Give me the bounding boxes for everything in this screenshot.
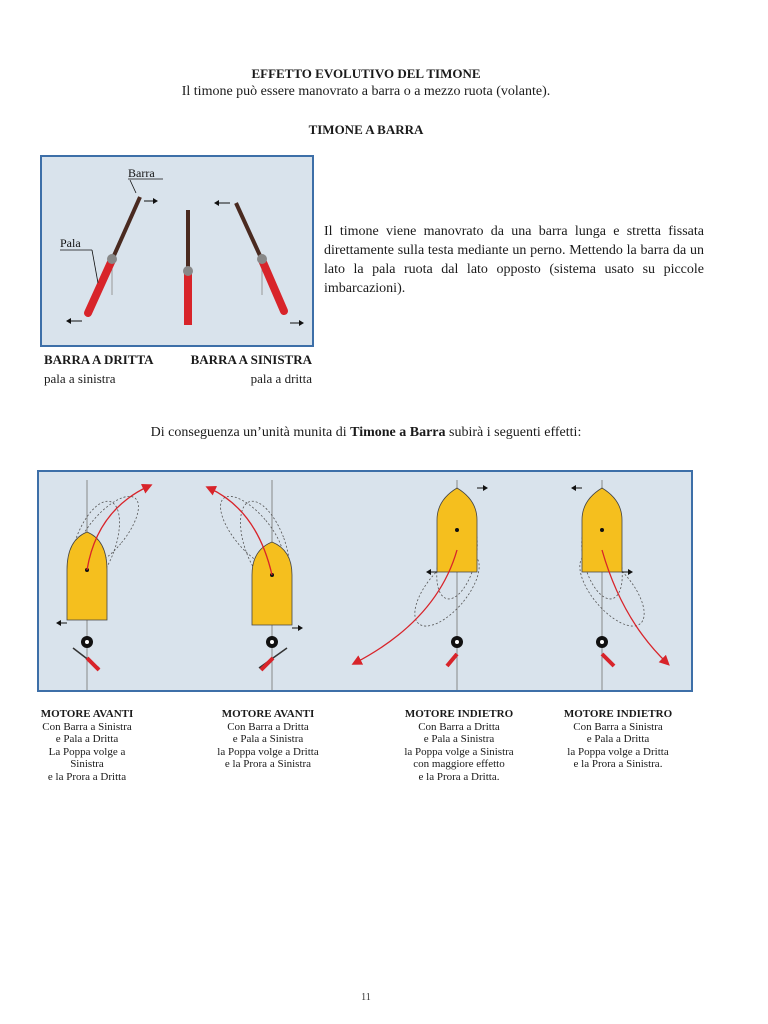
column-line: con maggiore effetto bbox=[413, 758, 505, 770]
column-line: e Pala a Dritta bbox=[55, 733, 119, 745]
effect-column-4 bbox=[543, 708, 693, 771]
column-line: Con Barra a Dritta bbox=[418, 720, 500, 733]
column-line: La Poppa volge a bbox=[48, 745, 126, 758]
column-line: e Pala a Sinistra bbox=[232, 733, 304, 745]
column-line: Sinistra bbox=[70, 758, 104, 770]
column-heading: MOTORE AVANTI bbox=[221, 708, 315, 720]
column-line: e la Prora a Dritta bbox=[47, 770, 127, 783]
caption-barra-a-dritta: BARRA A DRITTA bbox=[44, 352, 154, 367]
intro-text-bold: Timone a Barra bbox=[350, 425, 446, 440]
intro-text-before: Di conseguenza un’unità munita di bbox=[150, 425, 351, 440]
effects-diagram bbox=[37, 470, 693, 692]
effects-intro bbox=[0, 425, 732, 441]
column-line: Con Barra a Sinistra bbox=[42, 720, 132, 733]
tiller-diagram-background bbox=[41, 156, 313, 346]
label-pala: Pala bbox=[60, 236, 81, 250]
tiller-diagram bbox=[40, 155, 314, 347]
document-subtitle: Il timone può essere manovrato a barra o a mezzo ruota (volante). bbox=[181, 84, 551, 99]
column-line: e la Prora a Sinistra bbox=[224, 758, 312, 770]
column-heading: MOTORE INDIETRO bbox=[404, 708, 514, 720]
caption-pala-a-dritta: pala a dritta bbox=[250, 371, 312, 386]
column-line: e la Prora a Sinistra. bbox=[573, 758, 663, 770]
intro-text-after: subirà i seguenti effetti: bbox=[445, 425, 582, 440]
column-line: Con Barra a Sinistra bbox=[573, 720, 663, 733]
effect-column-3 bbox=[384, 708, 534, 783]
column-line: Con Barra a Dritta bbox=[227, 720, 309, 733]
column-line: la Poppa volge a Dritta bbox=[217, 745, 319, 758]
column-line: e la Prora a Dritta. bbox=[418, 770, 500, 783]
section-title: TIMONE A BARRA bbox=[308, 122, 424, 137]
caption-barra-a-sinistra: BARRA A SINISTRA bbox=[190, 352, 312, 367]
column-line: e Pala a Sinistra bbox=[423, 733, 495, 745]
column-line: la Poppa volge a Sinistra bbox=[404, 745, 514, 758]
page-number: 11 bbox=[361, 992, 371, 1003]
document-title: EFFETTO EVOLUTIVO DEL TIMONE bbox=[251, 66, 481, 81]
column-heading: MOTORE INDIETRO bbox=[563, 708, 673, 720]
caption-pala-a-sinistra: pala a sinistra bbox=[44, 371, 116, 386]
label-barra: Barra bbox=[128, 166, 155, 180]
column-heading: MOTORE AVANTI bbox=[40, 708, 134, 720]
tiller-captions bbox=[44, 352, 312, 387]
effect-column-2 bbox=[193, 708, 343, 771]
tiller-description: Il timone viene manovrato da una barra lunga e stretta fissata direttamente sulla testa mediante un perno. Mettendo la barra da un lato la pala ruota dal lato opposto (sistema usato su piccole imbarcazioni). bbox=[324, 224, 704, 296]
column-line: e Pala a Dritta bbox=[586, 733, 650, 745]
column-line: la Poppa volge a Dritta bbox=[567, 745, 669, 758]
effect-column-1 bbox=[12, 708, 162, 783]
